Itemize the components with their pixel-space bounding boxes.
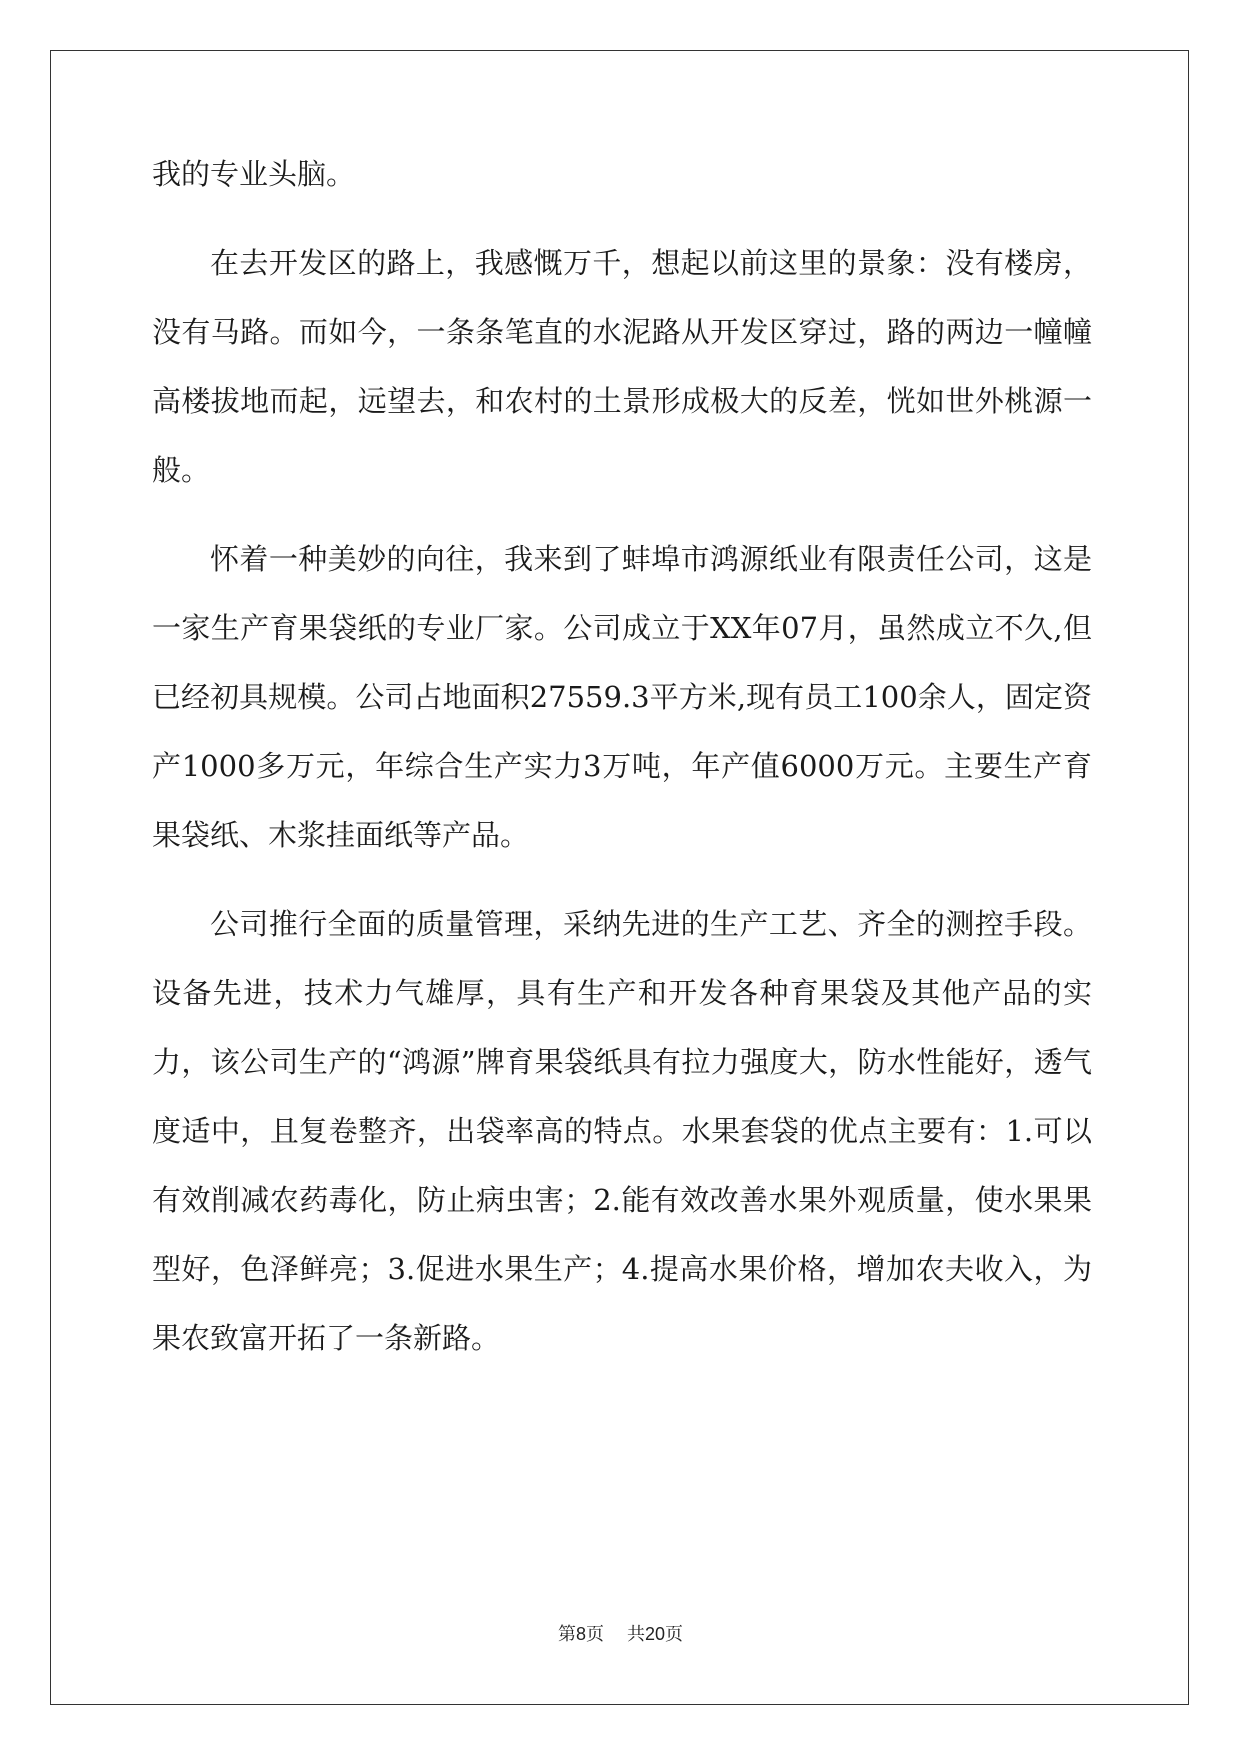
paragraph-development-zone: 在去开发区的路上，我感慨万千，想起以前这里的景象：没有楼房，没有马路。而如今，一条条笔直的水泥路从开发区穿过，路的两边一幢幢高楼拔地而起，远望去，和农村的土景形成极大的反差，恍如世外桃源一般。 [152,246,1092,487]
page-prefix: 第 [558,1624,577,1645]
total-prefix: 共 [626,1624,645,1645]
paragraph-quality-management: 公司推行全面的质量管理，采纳先进的生产工艺、齐全的测控手段。设备先进，技术力气雄厚，具有生产和开发各种育果袋及其他产品的实力，该公司生产的“鸿源”牌育果袋纸具有拉力强度大，防水性能好，透气度适中，且复卷整齐，出袋率高的特点。水果套袋的优点主要有：1.可以有效削减农药毒化，防止病虫害；2.能有效改善水果外观质量，使水果果型好，色泽鲜亮；3.促进水果生产；4.提高水果价格，增加农夫收入，为果农致富开拓了一条新路。 [152,907,1092,1355]
paragraph-company-intro: 怀着一种美妙的向往，我来到了蚌埠市鸿源纸业有限责任公司，这是一家生产育果袋纸的专业厂家。公司成立于XX年07月，虽然成立不久,但已经初具规模。公司占地面积27559.3平方米,现有员工100余人，固定资产1000多万元，年综合生产实力3万吨，年产值6000万元。主要生产育果袋纸、木浆挂面纸等产品。 [152,542,1092,852]
page-footer [0,1620,1241,1646]
page-number: 8 [576,1624,587,1644]
paragraph-continuation: 我的专业头脑。 [152,157,356,191]
total-pages: 20 [644,1624,665,1644]
page-suffix: 页 [586,1624,605,1645]
document-body [152,140,1092,1373]
total-suffix: 页 [664,1624,683,1645]
